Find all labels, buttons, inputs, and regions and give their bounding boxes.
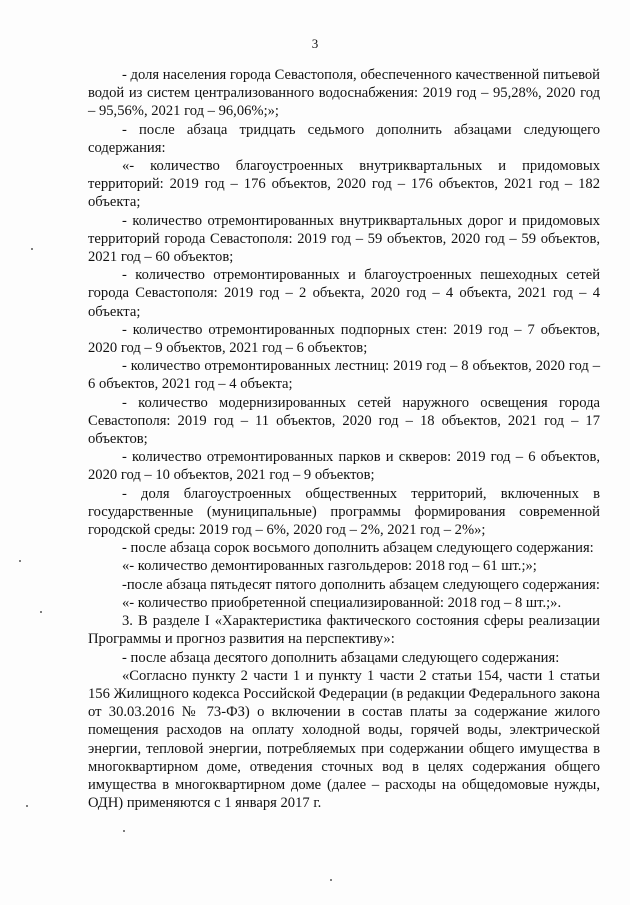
paragraph-after-37th: - после абзаца тридцать седьмого дополнить абзацами следующего содержания: (88, 121, 600, 156)
document-body (88, 66, 600, 812)
paragraph-after-48th: - после абзаца сорок восьмого дополнить абзацем следующего содержания: (122, 540, 594, 557)
scan-speck (123, 830, 125, 832)
scan-speck (31, 248, 33, 250)
paragraph-section-3: 3. В разделе I «Характеристика фактического состояния сферы реализации Программы и прогноз развития на перспективу»: (88, 613, 600, 648)
page-number: 3 (311, 36, 319, 51)
paragraph-public-areas: - доля благоустроенных общественных территорий, включенных в государственные (муниципальные) программы формирования современной городской среды: 2019 год – 6%, 2020 год – 2%, 2021 год – 2%»; (88, 485, 600, 539)
scan-speck (330, 879, 332, 881)
paragraph-special-equipment: «- количество приобретенной специализированной: 2018 год – 8 шт.;». (122, 594, 562, 611)
paragraph-gasholders: «- количество демонтированных газгольдеров: 2018 год – 61 шт.;»; (122, 558, 537, 575)
paragraph-parks: - количество отремонтированных парков и скверов: 2019 год – 6 объектов, 2020 год – 10 объектов, 2021 год – 9 объектов; (88, 449, 600, 484)
scan-speck (26, 805, 28, 807)
scan-speck (40, 611, 42, 613)
paragraph-stairs: - количество отремонтированных лестниц: 2019 год – 8 объектов, 2020 год – 6 объектов, 2021 год – 4 объекта; (88, 358, 600, 393)
paragraph-courtyards: «- количество благоустроенных внутриквартальных и придомовых территорий: 2019 год – 176 объектов, 2020 год – 176 объектов, 2021 год – 182 объекта; (88, 158, 600, 211)
paragraph-housing-code: «Согласно пункту 2 части 1 и пункту 1 части 2 статьи 154, части 1 статьи 156 Жилищного кодекса Российской Федерации (в редакции Федерального закона от 30.03.2016 № 73-ФЗ) о включении в состав платы за содержание жилого помещения расходов на оплату холодной воды, горячей воды, электрической энергии, тепловой энергии, потребляемых при содержании общего имущества в многоквартирном доме, отведения сточных вод в целях содержания общего имущества в многоквартирном доме (далее – расходы на общедомовые нужды, ОДН) применяются с 1 января 2017 г. (88, 667, 600, 812)
paragraph-water-supply-share: - доля населения города Севастополя, обеспеченного качественной питьевой водой из систем централизованного водоснабжения: 2019 год – 95,28%, 2020 год – 95,56%, 2021 год – 96,06%;»; (88, 67, 600, 120)
scan-speck (19, 560, 21, 562)
paragraph-retaining-walls: - количество отремонтированных подпорных стен: 2019 год – 7 объектов, 2020 год – 9 объектов, 2021 год – 6 объектов; (88, 321, 600, 357)
paragraph-after-55th: -после абзаца пятьдесят пятого дополнить абзацем следующего содержания: (122, 576, 600, 593)
paragraph-street-lighting: - количество модернизированных сетей наружного освещения города Севастополя: 2019 год – 11 объектов, 2020 год – 18 объектов, 2021 год – 17 объектов; (88, 394, 600, 448)
paragraph-after-10th: - после абзаца десятого дополнить абзацами следующего содержания: (122, 649, 560, 666)
paragraph-roads: - количество отремонтированных внутриквартальных дорог и придомовых территорий города Севастополя: 2019 год – 59 объектов, 2020 год – 59 объектов, 2021 год – 60 объектов; (88, 212, 600, 266)
paragraph-pedestrian-networks: - количество отремонтированных и благоустроенных пешеходных сетей города Севастополя: 2019 год – 2 объекта, 2020 год – 4 объекта, 2021 год – 4 объекта; (88, 267, 600, 320)
